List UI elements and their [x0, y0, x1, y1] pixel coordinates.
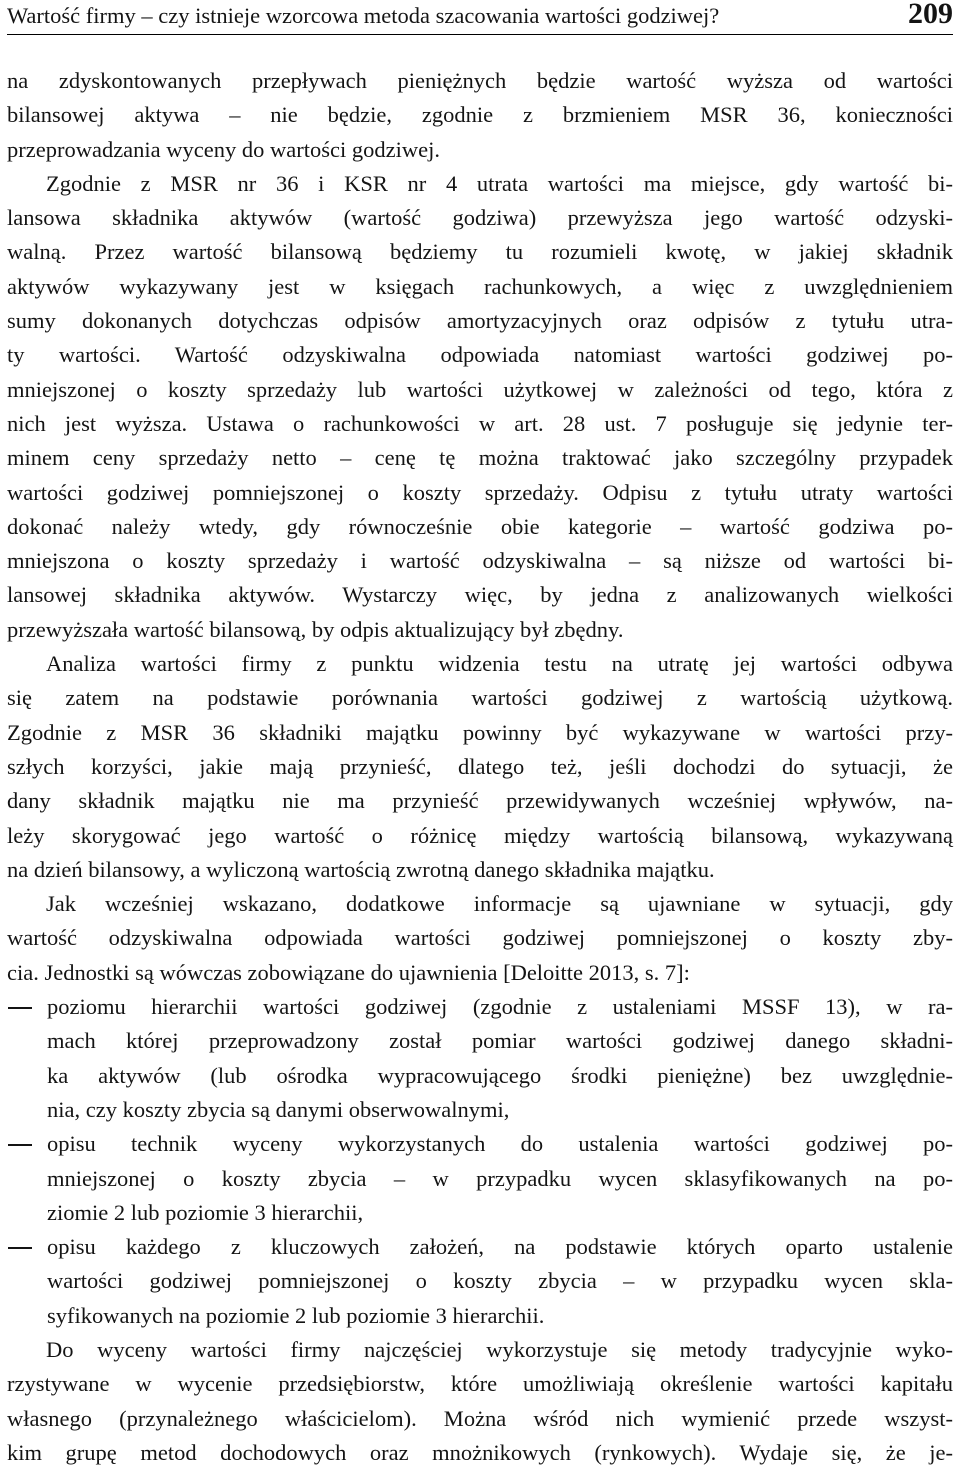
- list-item-text: opisu technik wyceny wykorzystanych do ustalenia wartości godziwej po-: [47, 1131, 953, 1157]
- text-line: Zgodnie z MSR 36 składniki majątku powinny być wykazywane w wartości przy-: [7, 719, 953, 745]
- list-item: [7, 1127, 953, 1161]
- text-line: mach której przeprowadzony został pomiar wartości godziwej danego składni-: [47, 1028, 953, 1054]
- text-line: kim grupę metod dochodowych oraz mnożnikowych (rynkowych). Wydaje się, że je-: [7, 1439, 953, 1465]
- body-text: [7, 64, 953, 1470]
- page-number: 209: [908, 0, 953, 30]
- text-line: rzystywane w wycenie przedsiębiorstw, które umożliwiają określenie wartości kapitału: [7, 1371, 953, 1397]
- text-line: Zgodnie z MSR nr 36 i KSR nr 4 utrata wartości ma miejsce, gdy wartość bi-: [46, 170, 953, 196]
- text-line: nia, czy koszty zbycia są danymi obserwowalnymi,: [47, 1096, 510, 1122]
- running-title: Wartość firmy – czy istnieje wzorcowa metoda szacowania wartości godziwej?: [7, 3, 720, 28]
- list-item: [7, 990, 953, 1024]
- text-line: bilansowej aktywa – nie będzie, zgodnie z brzmieniem MSR 36, konieczności: [7, 102, 953, 128]
- text-line: własnego (przynależnego właścicielom). Można wśród nich wymienić przede wszyst-: [7, 1405, 953, 1431]
- text-line: wartości godziwej pomniejszonej o koszty zbycia – w przypadku wycen skla-: [47, 1268, 953, 1294]
- text-line: mniejszonej o koszty zbycia – w przypadku wycen sklasyfikowanych na po-: [47, 1165, 953, 1191]
- text-line: walną. Przez wartość bilansową będziemy tu rozumieli kwotę, w jakiej składnik: [7, 239, 953, 265]
- list-dash-icon: [8, 1007, 32, 1009]
- text-line: szłych korzyści, jakie mają przynieść, dlatego też, jeśli dochodzi do sytuacji, że: [7, 753, 953, 779]
- text-line: mniejszona o koszty sprzedaży i wartość odzyskiwalna – są niższe od wartości bi-: [7, 548, 953, 574]
- text-line: wartości godziwej pomniejszonej o koszty sprzedaży. Odpisu z tytułu utraty wartości: [7, 479, 953, 505]
- text-line: wartość odzyskiwalna odpowiada wartości godziwej pomniejszonej o koszty zby-: [7, 925, 953, 951]
- list-dash-icon: [8, 1247, 32, 1249]
- text-line: ty wartości. Wartość odzyskiwalna odpowiada natomiast wartości godziwej po-: [7, 342, 953, 368]
- text-line: ka aktywów (lub ośrodka wypracowującego środki pieniężne) bez uwzględnie-: [47, 1062, 953, 1088]
- text-line: lansowej składnika aktywów. Wystarczy więc, by jedna z analizowanych wielkości: [7, 582, 953, 608]
- text-line: Jak wcześniej wskazano, dodatkowe informacje są ujawniane w sytuacji, gdy: [46, 891, 953, 917]
- text-line: Analiza wartości firmy z punktu widzenia testu na utratę jej wartości odbywa: [46, 651, 953, 677]
- text-line: przewyższała wartość bilansową, by odpis aktualizujący był zbędny.: [7, 616, 624, 642]
- text-line: lansowa składnika aktywów (wartość godziwa) przewyższa jego wartość odzyski-: [7, 205, 953, 231]
- text-line: na zdyskontowanych przepływach pieniężnych będzie wartość wyższa od wartości: [7, 68, 953, 93]
- text-line: dokonać należy wtedy, gdy równocześnie obie kategorie – wartość godziwa po-: [7, 513, 953, 539]
- list-dash-icon: [8, 1144, 32, 1146]
- text-line: syfikowanych na poziomie 2 lub poziomie 3 hierarchii.: [47, 1302, 545, 1328]
- list-item-text: opisu każdego z kluczowych założeń, na podstawie których oparto ustalenie: [47, 1234, 953, 1260]
- list-item-text: poziomu hierarchii wartości godziwej (zgodnie z ustaleniami MSSF 13), w ra-: [47, 994, 953, 1020]
- text-line: dany składnik majątku nie ma przynieść przewidywanych wcześniej wpływów, na-: [7, 788, 953, 814]
- text-line: mniejszonej o koszty sprzedaży lub wartości użytkowej w zależności od tego, która z: [7, 376, 953, 402]
- text-line: ziomie 2 lub poziomie 3 hierarchii,: [47, 1199, 364, 1225]
- running-header: [7, 0, 953, 35]
- list-item: [7, 1230, 953, 1264]
- text-line: leży skorygować jego wartość o różnicę między wartością bilansową, wykazywaną: [7, 822, 953, 848]
- text-line: cia. Jednostki są wówczas zobowiązane do ujawnienia [Deloitte 2013, s. 7]:: [7, 959, 690, 985]
- text-line: minem ceny sprzedaży netto – cenę tę można traktować jako szczególny przypadek: [7, 445, 953, 471]
- text-line: aktywów wykazywany jest w księgach rachunkowych, a więc z uwzględnieniem: [7, 273, 953, 299]
- text-line: na dzień bilansowy, a wyliczoną wartością zwrotną danego składnika majątku.: [7, 856, 715, 882]
- text-line: się zatem na podstawie porównania wartości godziwej z wartością użytkową.: [7, 685, 953, 711]
- text-line: nich jest wyższa. Ustawa o rachunkowości w art. 28 ust. 7 posługuje się jedynie ter-: [7, 410, 953, 436]
- text-line: Do wyceny wartości firmy najczęściej wykorzystuje się metody tradycyjnie wyko-: [46, 1336, 953, 1362]
- text-line: sumy dokonanych dotychczas odpisów amortyzacyjnych oraz odpisów z tytułu utra-: [7, 308, 953, 334]
- text-line: przeprowadzania wyceny do wartości godziwej.: [7, 136, 440, 162]
